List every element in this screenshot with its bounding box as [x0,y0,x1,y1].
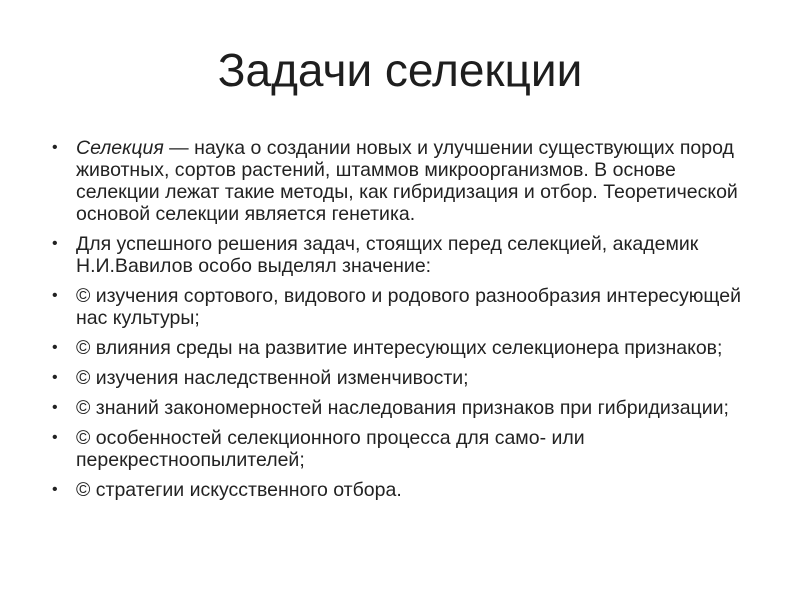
bullet-icon: • [52,339,58,356]
bullet-icon: • [52,481,58,498]
bullet-text: Для успешного решения задач, стоящих перед селекцией, академик Н.И.Вавилов особо выделял значение: [76,233,699,277]
bullet-icon: • [52,369,58,386]
bullet-item [52,367,762,389]
bullet-icon: • [52,287,58,304]
bullet-text: © изучения наследственной изменчивости; [76,367,469,389]
bullet-item [52,137,762,225]
bullet-item [52,233,762,277]
bullet-icon: • [52,139,58,156]
bullet-icon: • [52,235,58,252]
bullet-text: — наука о создании новых и улучшении существующих пород животных, сортов растений, штаммов микроорганизмов. В основе селекции лежат такие методы, как гибридизация и отбор. Теоретической основой селекции является генетика. [76,137,738,225]
bullet-item [52,479,762,501]
bullet-list [52,137,762,509]
slide-title: Задачи селекции [217,44,583,96]
bullet-text: © изучения сортового, видового и родового разнообразия интересующей нас культуры; [76,285,741,329]
bullet-icon: • [52,429,58,446]
term-selection: Селекция [76,137,164,159]
bullet-icon: • [52,399,58,416]
bullet-item [52,337,762,359]
bullet-item [52,397,762,419]
bullet-item [52,427,762,471]
bullet-item [52,285,762,329]
bullet-text: © особенностей селекционного процесса для само- или перекрестноопылителей; [76,427,585,471]
bullet-text: © влияния среды на развитие интересующих селекционера признаков; [76,337,723,359]
bullet-text: © знаний закономерностей наследования признаков при гибридизации; [76,397,729,419]
bullet-text: © стратегии искусственного отбора. [76,479,402,501]
